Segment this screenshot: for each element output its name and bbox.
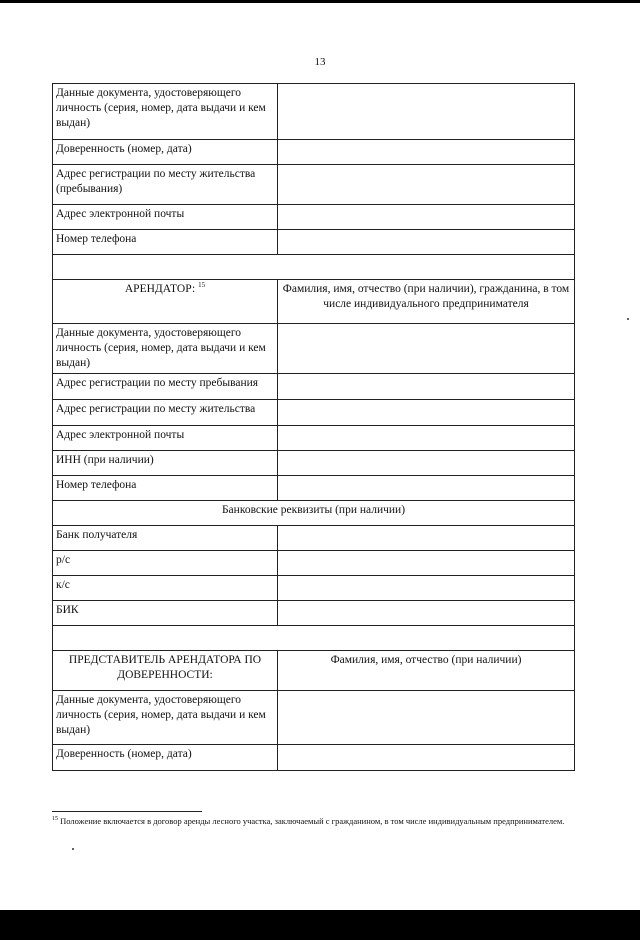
blank-row <box>53 255 575 280</box>
field-label: Данные документа, удостоверяющего личность (серия, номер, дата выдачи и кем выдан) <box>53 691 278 745</box>
field-label: Доверенность (номер, дата) <box>53 140 278 165</box>
field-value[interactable] <box>278 526 575 551</box>
field-label: Банк получателя <box>53 526 278 551</box>
field-label: Данные документа, удостоверяющего личность (серия, номер, дата выдачи и кем выдан) <box>53 324 278 374</box>
field-label: Адрес регистрации по месту жительства (пребывания) <box>53 165 278 205</box>
table-row <box>53 691 575 745</box>
field-label: ИНН (при наличии) <box>53 451 278 476</box>
table-row <box>53 526 575 551</box>
section-header-row <box>53 651 575 691</box>
field-value[interactable] <box>278 476 575 501</box>
footnote <box>52 815 592 827</box>
field-value[interactable] <box>278 576 575 601</box>
representative-name-caption: Фамилия, имя, отчество (при наличии) <box>278 651 575 691</box>
field-value[interactable] <box>278 374 575 400</box>
arendator-title: АРЕНДАТОР: <box>124 283 196 295</box>
field-label: Номер телефона <box>53 476 278 501</box>
bank-heading-row <box>53 501 575 526</box>
field-label: Доверенность (номер, дата) <box>53 745 278 771</box>
bank-heading: Банковские реквизиты (при наличии) <box>53 501 575 526</box>
table-row <box>53 84 575 140</box>
table-row <box>53 576 575 601</box>
field-value[interactable] <box>278 426 575 451</box>
table-row <box>53 451 575 476</box>
field-value[interactable] <box>278 324 575 374</box>
field-value[interactable] <box>278 601 575 626</box>
table-row <box>53 426 575 451</box>
table-row <box>53 551 575 576</box>
field-value[interactable] <box>278 230 575 255</box>
field-label: Номер телефона <box>53 230 278 255</box>
field-value[interactable] <box>278 745 575 771</box>
table-row <box>53 745 575 771</box>
field-label: БИК <box>53 601 278 626</box>
page-number: 13 <box>314 56 326 68</box>
table-row <box>53 205 575 230</box>
scan-top-border <box>0 0 640 3</box>
field-value[interactable] <box>278 205 575 230</box>
field-label: Адрес регистрации по месту жительства <box>53 400 278 426</box>
table-row <box>53 476 575 501</box>
field-label: р/с <box>53 551 278 576</box>
field-label: Данные документа, удостоверяющего личность (серия, номер, дата выдачи и кем выдан) <box>53 84 278 140</box>
field-label: Адрес регистрации по месту пребывания <box>53 374 278 400</box>
table-row <box>53 230 575 255</box>
representative-heading: ПРЕДСТАВИТЕЛЬ АРЕНДАТОРА ПО ДОВЕРЕННОСТИ: <box>53 651 278 691</box>
field-value[interactable] <box>278 84 575 140</box>
field-value[interactable] <box>278 165 575 205</box>
arendator-name-caption: Фамилия, имя, отчество (при наличии), гражданина, в том числе индивидуального предпринимателя <box>278 280 575 324</box>
field-value[interactable] <box>278 691 575 745</box>
section-header-row <box>53 280 575 324</box>
footnote-text: Положение включается в договор аренды лесного участка, заключаемый с гражданином, в том числе индивидуальным предпринимателем. <box>60 816 565 826</box>
scan-speck <box>627 318 629 320</box>
table-row <box>53 140 575 165</box>
scan-bottom-border <box>0 910 640 940</box>
field-value[interactable] <box>278 140 575 165</box>
table-row <box>53 324 575 374</box>
form-table <box>52 83 575 771</box>
field-label: к/с <box>53 576 278 601</box>
footnote-number: 15 <box>52 816 58 823</box>
arendator-heading <box>53 280 278 324</box>
table-row <box>53 374 575 400</box>
table-row <box>53 400 575 426</box>
field-label: Адрес электронной почты <box>53 205 278 230</box>
footnote-separator <box>52 811 202 812</box>
footnote-ref: 15 <box>198 281 206 290</box>
field-label: Адрес электронной почты <box>53 426 278 451</box>
blank-row <box>53 626 575 651</box>
table-row <box>53 601 575 626</box>
field-value[interactable] <box>278 451 575 476</box>
field-value[interactable] <box>278 551 575 576</box>
field-value[interactable] <box>278 400 575 426</box>
table-row <box>53 165 575 205</box>
scan-speck <box>72 848 74 850</box>
